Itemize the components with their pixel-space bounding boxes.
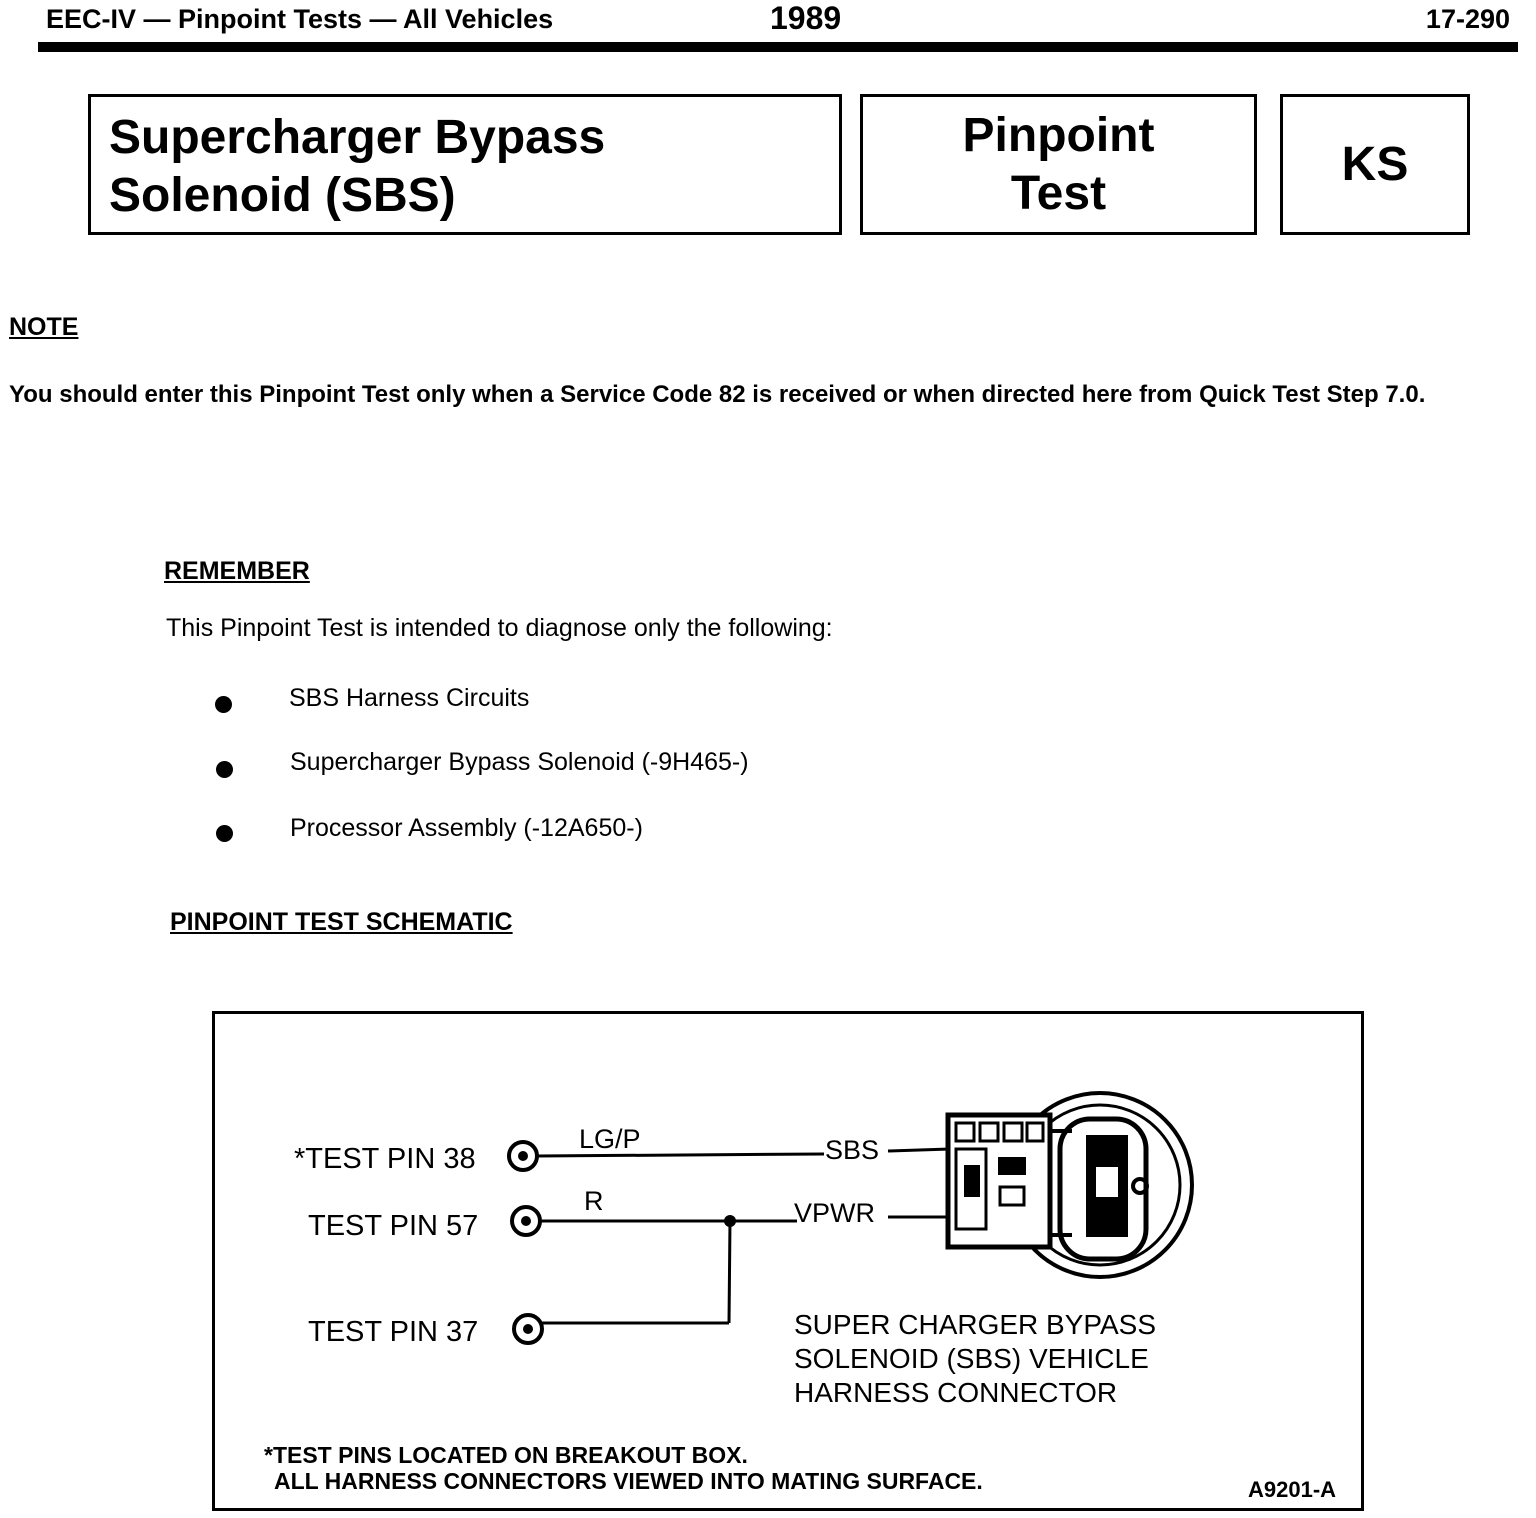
connector-caption-line2: SOLENOID (SBS) VEHICLE [794,1343,1149,1374]
figure-id: A9201-A [1248,1477,1337,1502]
schematic-frame [214,1013,1363,1510]
remember-item-3: Processor Assembly (-12A650-) [290,814,643,842]
test-type-box [860,94,1257,235]
wire-38-color-label: LG/P [579,1124,641,1154]
note-heading: NOTE [9,313,79,341]
sbs-harness-connector-icon [948,1093,1192,1277]
remember-heading: REMEMBER [164,557,310,585]
test-code: KS [1341,138,1409,191]
schematic-footnote-line2: ALL HARNESS CONNECTORS VIEWED INTO MATING SURFACE. [274,1468,983,1494]
schematic-heading: PINPOINT TEST SCHEMATIC [170,908,513,936]
bullet-icon [216,825,233,842]
pin-37-terminal-icon [514,1315,542,1343]
pin-38-terminal-icon [509,1142,537,1170]
pin-57-label: TEST PIN 57 [308,1210,479,1242]
component-title-line2: Solenoid (SBS) [109,169,456,222]
splice-dot-icon [724,1215,736,1227]
wire-57-color-label: R [584,1186,604,1216]
wire-splice-drop [729,1221,730,1323]
schematic-diagram [212,1011,1364,1511]
sbs-circuit-label: SBS [825,1135,880,1165]
schematic-footnote-line1: *TEST PINS LOCATED ON BREAKOUT BOX. [264,1442,748,1468]
header-rule [38,42,1518,52]
wire-pin38-sbs [537,1154,824,1156]
pin-38-label: *TEST PIN 38 [294,1143,476,1175]
connector-caption-line3: HARNESS CONNECTOR [794,1377,1118,1408]
component-title-box [88,94,842,235]
bullet-icon [216,761,233,778]
connector-caption-line1: SUPER CHARGER BYPASS [794,1309,1157,1340]
header-page-number: 17-290 [1425,4,1510,34]
header-title: EEC-IV — Pinpoint Tests — All Vehicles [46,4,554,34]
bullet-icon [215,696,232,713]
remember-item-1: SBS Harness Circuits [289,684,530,712]
pin-57-terminal-icon [512,1207,540,1235]
test-type-line2: Test [1010,167,1107,220]
remember-item-2: Supercharger Bypass Solenoid (-9H465-) [290,748,749,776]
component-title-line1: Supercharger Bypass [109,111,606,164]
test-type-line1: Pinpoint [962,109,1155,162]
test-code-box [1280,94,1470,235]
vpwr-circuit-label: VPWR [794,1198,875,1228]
header-year: 1989 [770,0,842,36]
note-text: You should enter this Pinpoint Test only when a Service Code 82 is received or when directed here from Quick Test Step 7.0. [9,381,1426,408]
remember-intro: This Pinpoint Test is intended to diagnose only the following: [166,614,833,642]
pin-37-label: TEST PIN 37 [308,1316,479,1348]
